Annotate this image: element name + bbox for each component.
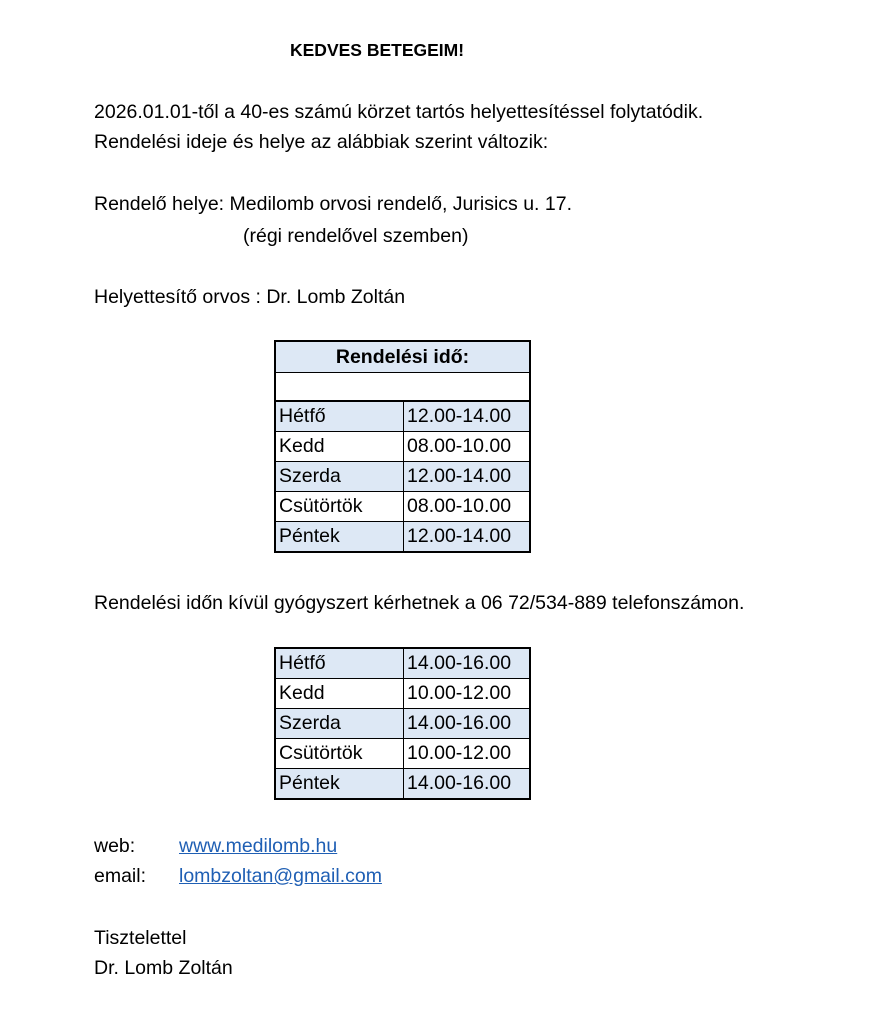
time-cell: 14.00-16.00	[404, 648, 531, 679]
table-row	[275, 679, 530, 709]
time-cell: 12.00-14.00	[404, 401, 531, 432]
prescription-table	[274, 647, 531, 800]
closing-greeting: Tisztelettel	[94, 927, 187, 949]
day-cell: Kedd	[275, 679, 404, 709]
time-cell: 10.00-12.00	[404, 679, 531, 709]
intro-line-2: Rendelési ideje és helye az alábbiak szerint változik:	[94, 131, 549, 153]
web-link[interactable]: www.medilomb.hu	[179, 835, 338, 857]
hours-table	[274, 340, 531, 402]
table-row	[275, 401, 530, 432]
time-cell: 08.00-10.00	[404, 492, 531, 522]
signature: Dr. Lomb Zoltán	[94, 957, 233, 979]
hours-table-rows	[274, 400, 531, 553]
day-cell: Hétfő	[275, 648, 404, 679]
page-title: KEDVES BETEGEIM!	[290, 40, 465, 60]
table-row	[275, 432, 530, 462]
hours-table-header: Rendelési idő:	[274, 340, 531, 373]
doctor-line: Helyettesítő orvos : Dr. Lomb Zoltán	[94, 286, 406, 308]
table-row	[275, 769, 530, 800]
time-cell: 10.00-12.00	[404, 739, 531, 769]
location-line	[94, 192, 572, 216]
location-label: Rendelő helye:	[94, 193, 225, 215]
time-cell: 14.00-16.00	[404, 769, 531, 800]
intro-line-1: 2026.01.01-től a 40-es számú körzet tartós helyettesítéssel folytatódik.	[94, 101, 704, 123]
table-row	[275, 522, 530, 553]
time-cell: 08.00-10.00	[404, 432, 531, 462]
day-cell: Péntek	[275, 769, 404, 800]
day-cell: Szerda	[275, 462, 404, 492]
day-cell: Kedd	[275, 432, 404, 462]
hours-table-blank-row	[274, 373, 531, 402]
email-link[interactable]: lombzoltan@gmail.com	[179, 865, 382, 887]
email-label: email:	[94, 865, 147, 887]
table-row	[275, 462, 530, 492]
location-note: (régi rendelővel szemben)	[243, 225, 469, 247]
time-cell: 12.00-14.00	[404, 522, 531, 553]
time-cell: 12.00-14.00	[404, 462, 531, 492]
prescription-note: Rendelési időn kívül gyógyszert kérhetnek a 06 72/534-889 telefonszámon.	[94, 592, 745, 614]
web-label: web:	[94, 835, 136, 857]
day-cell: Csütörtök	[275, 492, 404, 522]
table-row	[275, 648, 530, 679]
table-row	[275, 709, 530, 739]
day-cell: Csütörtök	[275, 739, 404, 769]
table-row	[275, 739, 530, 769]
day-cell: Hétfő	[275, 401, 404, 432]
table-row	[275, 492, 530, 522]
day-cell: Szerda	[275, 709, 404, 739]
time-cell: 14.00-16.00	[404, 709, 531, 739]
location-value: Medilomb orvosi rendelő, Jurisics u. 17.	[229, 193, 572, 215]
day-cell: Péntek	[275, 522, 404, 553]
